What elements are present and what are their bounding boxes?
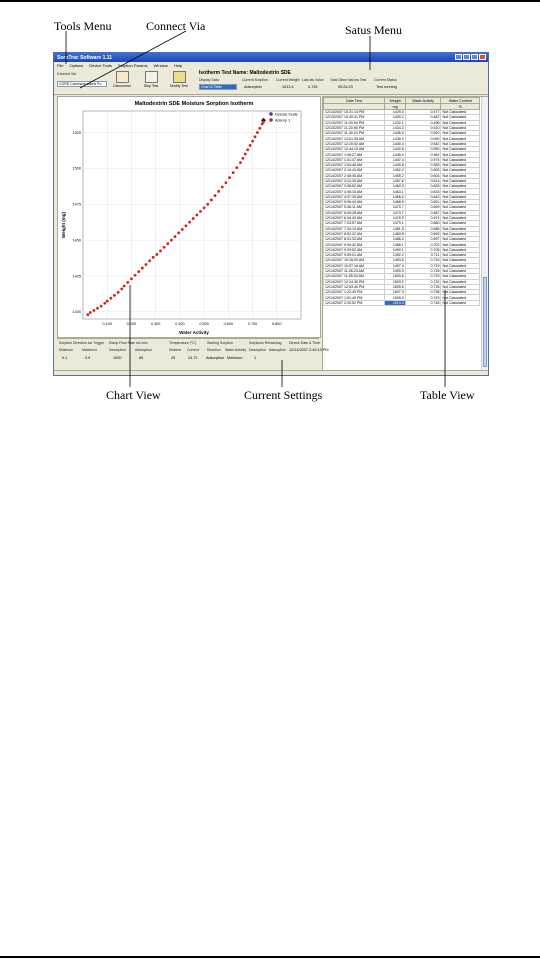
cell-water-content: Not Calculated bbox=[441, 136, 480, 141]
cell-water-activity: 0.625 bbox=[405, 184, 441, 189]
menu-device-tools[interactable]: Device Tools bbox=[89, 62, 112, 68]
cell-water-activity: 0.496 bbox=[405, 120, 441, 125]
cell-water-activity: 0.530 bbox=[405, 136, 441, 141]
cell-water-activity: 0.562 bbox=[405, 152, 441, 157]
cell-water-content: Not Calculated bbox=[441, 168, 480, 173]
status-current-weight: 1513.4 bbox=[282, 85, 294, 89]
status-label-current-status: Current Status bbox=[374, 78, 397, 82]
cell-water-activity: 0.593 bbox=[405, 168, 441, 173]
cell-weight: 1436.0 bbox=[385, 131, 405, 136]
cell-water-content: Not Calculated bbox=[441, 110, 480, 115]
cell-weight: 1442.6 bbox=[385, 147, 405, 152]
cell-weight: 1481.5 bbox=[385, 226, 405, 231]
cell-date-time: 12/14/2007 11:26:23 AM bbox=[324, 268, 385, 273]
cell-date-time: 12/13/2007 11:00:54 PM bbox=[324, 120, 385, 125]
cell-water-content: Not Calculated bbox=[441, 258, 480, 263]
cell-weight: 1500.6 bbox=[385, 274, 405, 279]
setting-sub-maximum: Maximum bbox=[82, 348, 98, 352]
cell-date-time: 12/14/2007 12:53:40 PM bbox=[324, 284, 385, 289]
cell-water-content: Not Calculated bbox=[441, 194, 480, 199]
cell-water-activity: 0.487 bbox=[405, 115, 441, 120]
cell-weight: 1507.3 bbox=[385, 290, 405, 295]
setting-header-device-time: Device Date & Time bbox=[289, 341, 320, 345]
cell-water-content: Not Calculated bbox=[441, 157, 480, 162]
cell-water-content: Not Calculated bbox=[441, 242, 480, 247]
cell-water-content: Not Calculated bbox=[441, 253, 480, 258]
cell-water-content: Not Calculated bbox=[441, 178, 480, 183]
cell-water-content: Not Calculated bbox=[441, 173, 480, 178]
cell-weight: 1470.7 bbox=[385, 205, 405, 210]
cell-weight: 1490.1 bbox=[385, 247, 405, 252]
cell-water-activity: 0.674 bbox=[405, 215, 441, 220]
cell-weight: 1447.4 bbox=[385, 157, 405, 162]
cell-water-activity: 0.542 bbox=[405, 141, 441, 146]
cell-weight: 1488.1 bbox=[385, 242, 405, 247]
disconnect-label: Disconnect bbox=[113, 84, 131, 88]
y-tick-label: 1450 bbox=[72, 238, 81, 243]
cell-water-content: Not Calculated bbox=[441, 184, 480, 189]
cell-date-time: 12/14/2007 10:57:16 AM bbox=[324, 263, 385, 268]
cell-weight: 1479.1 bbox=[385, 221, 405, 226]
cell-weight: 1513.4 bbox=[385, 300, 405, 305]
setting-adsorption-flow: 80 bbox=[139, 356, 144, 360]
x-tick-label: 0.200 bbox=[126, 322, 137, 326]
cell-water-activity: 0.743 bbox=[405, 295, 441, 300]
cell-water-activity: 0.702 bbox=[405, 242, 441, 247]
cell-water-content: Not Calculated bbox=[441, 210, 480, 215]
cell-weight: 1499.3 bbox=[385, 268, 405, 273]
cell-water-activity: 0.706 bbox=[405, 247, 441, 252]
cell-water-activity: 0.614 bbox=[405, 178, 441, 183]
menu-sorption-params[interactable]: Sorption Params bbox=[117, 62, 148, 68]
cell-water-activity: 0.520 bbox=[405, 131, 441, 136]
cell-water-activity: 0.510 bbox=[405, 125, 441, 130]
menu-file[interactable]: File bbox=[57, 62, 64, 68]
cell-water-activity: 0.659 bbox=[405, 205, 441, 210]
cell-water-content: Not Calculated bbox=[441, 200, 480, 205]
cell-water-content: Not Calculated bbox=[441, 215, 480, 220]
cell-water-activity: 0.550 bbox=[405, 147, 441, 152]
cell-water-content: Not Calculated bbox=[441, 284, 480, 289]
setting-sub-water-activity: Water Activity bbox=[225, 348, 247, 352]
cell-date-time: 12/14/2007 10:28:09 AM bbox=[324, 258, 385, 263]
cell-water-activity: 0.697 bbox=[405, 237, 441, 242]
cell-water-activity: 0.651 bbox=[405, 200, 441, 205]
x-tick-label: 0.300 bbox=[150, 322, 161, 326]
cell-weight: 1438.2 bbox=[385, 136, 405, 141]
cell-weight: 1432.1 bbox=[385, 120, 405, 125]
cell-date-time: 12/14/2007 11:55:30 AM bbox=[324, 274, 385, 279]
legend-label: Adsorp 1 bbox=[275, 118, 291, 123]
col-water-activity[interactable]: Water Activity bbox=[405, 98, 441, 104]
window-title: SorpTrac Software 1.11 bbox=[57, 54, 113, 61]
cell-weight: 1468.9 bbox=[385, 200, 405, 205]
callout-tools-menu: Tools Menu bbox=[54, 19, 112, 33]
cell-date-time: 12/13/2007 11:40:24 PM bbox=[324, 131, 385, 136]
setting-rem-desorption: 1 bbox=[254, 356, 257, 360]
cell-date-time: 12/14/2007 4:37:35 AM bbox=[324, 194, 385, 199]
status-current-sorption: Adsorption bbox=[244, 85, 263, 89]
cell-weight: 1505.6 bbox=[385, 284, 405, 289]
status-label-time-since: Total Since last aw Test bbox=[330, 78, 367, 82]
cell-date-time: 12/14/2007 5:36:11 AM bbox=[324, 205, 385, 210]
status-label-current-weight: Current Weight bbox=[276, 78, 300, 82]
cell-date-time: 12/13/2007 10:21:14 PM bbox=[324, 110, 385, 115]
cell-date-time: 12/14/2007 4:06:15 AM bbox=[324, 189, 385, 194]
setting-start-aw: Minimum bbox=[227, 356, 243, 360]
status-label-display-data: Display Data bbox=[199, 78, 219, 82]
cell-date-time: 12/14/2007 1:08:27 AM bbox=[324, 152, 385, 157]
y-tick-label: 1425 bbox=[72, 274, 81, 279]
cell-weight: 1455.2 bbox=[385, 173, 405, 178]
setting-sub-current: Current bbox=[187, 348, 199, 352]
setting-sub-desired: Desired bbox=[169, 348, 182, 352]
cell-water-content: Not Calculated bbox=[441, 290, 480, 295]
cell-date-time: 12/14/2007 2:45:45 AM bbox=[324, 173, 385, 178]
chart-title: Maltodextrin SDE Moisture Sorption Isotherm bbox=[134, 101, 254, 107]
display-data-select[interactable]: Chart & Table bbox=[199, 84, 237, 90]
cell-date-time: 12/14/2007 7:33:10 AM bbox=[324, 226, 385, 231]
status-label-current-sorption: Current Sorption bbox=[242, 78, 268, 82]
cell-date-time: 12/14/2007 12:24:35 PM bbox=[324, 279, 385, 284]
cell-weight: 1440.4 bbox=[385, 141, 405, 146]
modify-test-label: Modify Test bbox=[170, 84, 188, 88]
setting-sub-rem-desorption: Desorption bbox=[249, 348, 266, 352]
setting-start-direction: Adsorption bbox=[206, 356, 225, 360]
setting-sub-rem-adsorption: Adsorption bbox=[269, 348, 286, 352]
cell-water-content: Not Calculated bbox=[441, 125, 480, 130]
cell-water-content: Not Calculated bbox=[441, 147, 480, 152]
cell-date-time: 12/14/2007 8:31:33 AM bbox=[324, 237, 385, 242]
cell-water-activity: 0.738 bbox=[405, 290, 441, 295]
cell-date-time: 12/14/2007 6:05:28 AM bbox=[324, 210, 385, 215]
cell-water-activity: 0.726 bbox=[405, 268, 441, 273]
cell-water-activity: 0.685 bbox=[405, 226, 441, 231]
cell-date-time: 12/14/2007 1:51:49 PM bbox=[324, 295, 385, 300]
x-tick-label: 0.100 bbox=[102, 322, 112, 326]
cell-water-activity: 0.680 bbox=[405, 221, 441, 226]
cell-water-activity: 0.719 bbox=[405, 263, 441, 268]
setting-current-temp: 24.72 bbox=[188, 356, 198, 360]
setting-desorption-flow: 1000 bbox=[113, 356, 122, 360]
cell-weight: 1466.0 bbox=[385, 194, 405, 199]
setting-header-remaining: Sorptions Remaining bbox=[249, 341, 282, 345]
setting-sub-desorption: Desorption bbox=[109, 348, 126, 352]
cell-water-content: Not Calculated bbox=[441, 131, 480, 136]
setting-sub-minimum: Minimum bbox=[59, 348, 74, 352]
callout-current-settings: Current Settings bbox=[244, 388, 323, 402]
menu-window[interactable]: Window bbox=[153, 62, 168, 68]
cell-weight: 1497.4 bbox=[385, 263, 405, 268]
cell-water-content: Not Calculated bbox=[441, 274, 480, 279]
unit-weight: mg bbox=[385, 104, 405, 110]
cell-water-content: Not Calculated bbox=[441, 115, 480, 120]
status-current-status: Test running bbox=[376, 85, 397, 89]
menu-options[interactable]: Options bbox=[69, 62, 84, 68]
col-water-content[interactable]: Water Content bbox=[441, 98, 480, 104]
cell-water-content: Not Calculated bbox=[441, 295, 480, 300]
col-date-time[interactable]: Date Time bbox=[324, 98, 385, 104]
cell-date-time: 12/14/2007 1:31:47 AM bbox=[324, 157, 385, 162]
cell-water-content: Not Calculated bbox=[441, 205, 480, 210]
setting-sub-adsorption: Adsorption bbox=[135, 348, 152, 352]
cell-water-activity: 0.732 bbox=[405, 279, 441, 284]
setting-header-temperature: Temperature (°C) bbox=[169, 341, 196, 345]
cell-date-time: 12/14/2007 8:02:22 AM bbox=[324, 231, 385, 236]
cell-date-time: 12/14/2007 9:29:52 AM bbox=[324, 247, 385, 252]
menu-help[interactable]: Help bbox=[173, 62, 183, 68]
cell-weight: 1445.0 bbox=[385, 152, 405, 157]
x-tick-label: 0.400 bbox=[175, 322, 185, 326]
cell-water-activity: 0.729 bbox=[405, 274, 441, 279]
cell-water-activity: 0.711 bbox=[405, 253, 441, 258]
y-tick-label: 1400 bbox=[72, 310, 81, 315]
cell-weight: 1457.6 bbox=[385, 178, 405, 183]
status-label-last-aw: Last aw Value bbox=[302, 78, 324, 82]
status-last-aw: 0.745 bbox=[308, 85, 318, 89]
cell-weight: 1430.2 bbox=[385, 115, 405, 120]
cell-date-time: 12/14/2007 5:06:44 AM bbox=[324, 200, 385, 205]
stop-test-label: Stop Test bbox=[143, 84, 159, 88]
leader-connect-via bbox=[80, 31, 186, 88]
connect-via-label: Connect Via bbox=[57, 72, 77, 76]
cell-date-time: 12/13/2007 10:40:41 PM bbox=[324, 115, 385, 120]
cell-water-content: Not Calculated bbox=[441, 226, 480, 231]
y-tick-label: 1500 bbox=[72, 166, 81, 171]
cell-water-activity: 0.583 bbox=[405, 162, 441, 167]
cell-date-time: 12/14/2007 1:54:46 AM bbox=[324, 162, 385, 167]
cell-date-time: 12/14/2007 6:34:43 AM bbox=[324, 215, 385, 220]
cell-weight: 1486.0 bbox=[385, 237, 405, 242]
cell-weight: 1503.2 bbox=[385, 279, 405, 284]
cell-weight: 1473.7 bbox=[385, 210, 405, 215]
cell-water-content: Not Calculated bbox=[441, 189, 480, 194]
cell-date-time: 12/14/2007 3:38:52 AM bbox=[324, 184, 385, 189]
x-tick-label: 0.700 bbox=[247, 322, 258, 326]
cell-date-time: 12/14/2007 7:03:57 AM bbox=[324, 221, 385, 226]
cell-date-time: 12/14/2007 3:12:35 AM bbox=[324, 178, 385, 183]
cell-water-content: Not Calculated bbox=[441, 120, 480, 125]
cell-date-time: 12/14/2007 12:01:35 AM bbox=[324, 136, 385, 141]
cell-water-content: Not Calculated bbox=[441, 279, 480, 284]
setting-header-flow: Ramp Flow Rate mL/min bbox=[109, 341, 148, 345]
cell-water-activity: 0.604 bbox=[405, 173, 441, 178]
cell-water-activity: 0.477 bbox=[405, 110, 441, 115]
callout-connect-via: Connect Via bbox=[146, 19, 206, 33]
callout-chart-view: Chart View bbox=[106, 388, 161, 402]
cell-water-activity: 0.735 bbox=[405, 284, 441, 289]
callout-table-view: Table View bbox=[420, 388, 475, 402]
unit-water-content: % bbox=[441, 104, 480, 110]
cell-water-content: Not Calculated bbox=[441, 231, 480, 236]
cell-date-time: 12/13/2007 11:20:55 PM bbox=[324, 125, 385, 130]
setting-max-value: 0.9 bbox=[85, 356, 91, 360]
cell-water-content: Not Calculated bbox=[441, 263, 480, 268]
y-axis-label: Weight (mg) bbox=[61, 212, 66, 238]
cell-water-activity: 0.574 bbox=[405, 157, 441, 162]
cell-water-activity: 0.633 bbox=[405, 189, 441, 194]
cell-weight: 1494.5 bbox=[385, 258, 405, 263]
cell-water-content: Not Calculated bbox=[441, 300, 480, 305]
x-tick-label: 0.500 bbox=[199, 322, 209, 326]
cell-water-activity: 0.745 bbox=[405, 300, 441, 305]
cell-water-content: Not Calculated bbox=[441, 268, 480, 273]
cell-date-time: 12/14/2007 9:59:01 AM bbox=[324, 253, 385, 258]
cell-water-activity: 0.692 bbox=[405, 231, 441, 236]
setting-desired-temp: 25 bbox=[171, 356, 176, 360]
cell-date-time: 12/14/2007 2:20:52 PM bbox=[324, 300, 385, 305]
legend-label: Desorp Scale bbox=[275, 112, 298, 117]
cell-water-content: Not Calculated bbox=[441, 247, 480, 252]
cell-date-time: 12/14/2007 12:44:19 AM bbox=[324, 147, 385, 152]
connect-via-select[interactable]: CORE Communications Po bbox=[57, 81, 107, 87]
cell-date-time: 12/14/2007 12:20:02 AM bbox=[324, 141, 385, 146]
callout-status-menu: Satus Menu bbox=[345, 23, 402, 37]
setting-header-starting: Starting Sorption bbox=[207, 341, 234, 345]
cell-weight: 1460.3 bbox=[385, 184, 405, 189]
cell-weight: 1483.8 bbox=[385, 231, 405, 236]
setting-sub-direction: Direction bbox=[207, 348, 221, 352]
col-weight[interactable]: Weight bbox=[385, 98, 405, 104]
cell-water-content: Not Calculated bbox=[441, 152, 480, 157]
x-tick-label: 0.600 bbox=[223, 322, 234, 326]
cell-weight: 1509.0 bbox=[385, 295, 405, 300]
cell-weight: 1492.2 bbox=[385, 253, 405, 258]
cell-date-time: 12/14/2007 9:00:42 AM bbox=[324, 242, 385, 247]
cell-water-activity: 0.667 bbox=[405, 210, 441, 215]
x-tick-label: 0.800 bbox=[272, 322, 282, 326]
cell-date-time: 12/14/2007 2:19:43 AM bbox=[324, 168, 385, 173]
cell-weight: 1452.2 bbox=[385, 168, 405, 173]
cell-water-content: Not Calculated bbox=[441, 221, 480, 226]
x-axis-label: Water Activity bbox=[179, 330, 209, 335]
isotherm-test-name: Isotherm Test Name: Maltodextrin SDE bbox=[199, 70, 291, 76]
bottom-rule bbox=[0, 956, 540, 958]
cell-water-content: Not Calculated bbox=[441, 162, 480, 167]
setting-header-direction: Sorption Direction aw Trigger bbox=[59, 341, 105, 345]
cell-water-activity: 0.643 bbox=[405, 194, 441, 199]
cell-weight: 1463.1 bbox=[385, 189, 405, 194]
setting-min-value: 0.1 bbox=[62, 356, 68, 360]
cell-water-content: Not Calculated bbox=[441, 237, 480, 242]
cell-weight: 1434.3 bbox=[385, 125, 405, 130]
y-tick-label: 1475 bbox=[72, 202, 81, 207]
status-time-since: 00:24:23 bbox=[338, 85, 353, 89]
cell-water-activity: 0.716 bbox=[405, 258, 441, 263]
cell-date-time: 12/14/2007 1:22:45 PM bbox=[324, 290, 385, 295]
y-tick-label: 1525 bbox=[72, 130, 81, 135]
setting-device-time: 12/14/2007 2:45:13 PM bbox=[289, 348, 329, 352]
cell-weight: 1449.8 bbox=[385, 162, 405, 167]
cell-weight: 1476.3 bbox=[385, 215, 405, 220]
cell-weight: 1429.0 bbox=[385, 110, 405, 115]
cell-water-content: Not Calculated bbox=[441, 141, 480, 146]
